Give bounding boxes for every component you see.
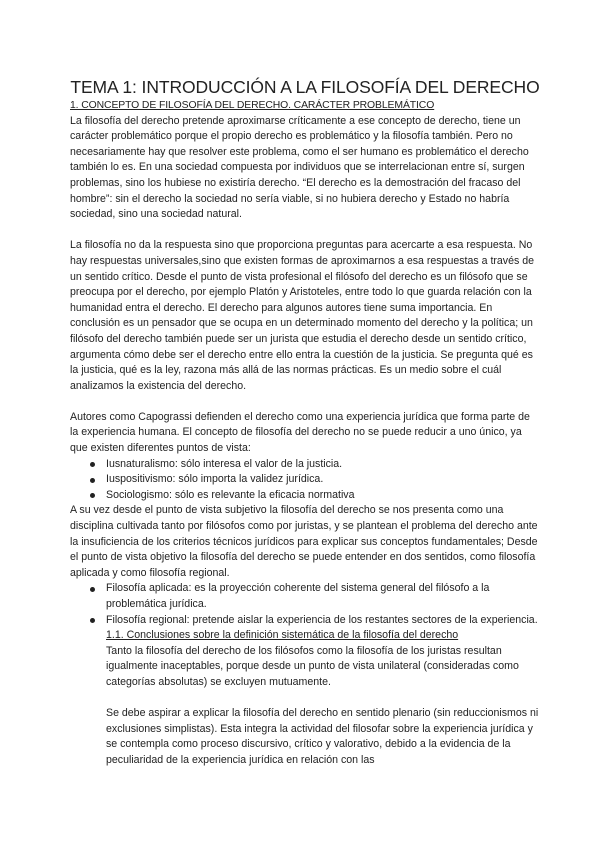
paragraph: A su vez desde el punto de vista subjetivo la filosofía del derecho se nos presenta como una disciplina cultivada tanto por filósofos como por juristas, y se plantean el problema del derecho ante la insuficiencia de los criterios técnicos jurídicos para explicar sus conceptos fundamentales; Desde el punto de vista objetivo la filosofía del derecho se puede entender en dos sentidos, como filosofía aplicada y como filosofía regional. [70, 504, 538, 579]
list-item: Sociologismo: sólo es relevante la eficacia normativa [70, 488, 540, 504]
paragraph-gap [106, 691, 540, 707]
subsection-heading: 1.1. Conclusiones sobre la definición sistemática de la filosofía del derecho [106, 629, 459, 642]
page-title: TEMA 1: INTRODUCCIÓN A LA FILOSOFÍA DEL DERECHO [70, 77, 540, 97]
section-heading: 1. CONCEPTO DE FILOSOFÍA DEL DERECHO. CARÁCTER PROBLEMÁTICO [70, 100, 435, 111]
paragraph: La filosofía no da la respuesta sino que proporciona preguntas para acercarte a esa respuesta. No hay respuestas universales,sino que existen formas de aproximarnos a esa respuestas a través de un sentido crítico. Desde el punto de vista profesional el filósofo del derecho es un filósofo que se preocupa por el derecho, por ejemplo Platón y Aristoteles, entre todo lo que guarda relación con la humanidad entra el derecho. El derecho para algunos autores tiene suma importancia. En conclusión es un pensador que se ocupa en un determinado momento del derecho y la política; un filósofo del derecho también puede ser un jurista que estudia el derecho desde un sentido crítico, argumenta cómo debe ser el derecho entre ello entra la cuestión de la justicia. Se pregunta qué es la justicia, qué es la ley, razona más allá de las normas prácticas. Es un medio sobre el cuál analizamos la existencia del derecho. [70, 239, 535, 392]
bullet-list [70, 457, 540, 504]
list-item: Iuspositivismo: sólo importa la validez jurídica. [70, 472, 540, 488]
paragraph-gap [70, 394, 540, 410]
subsection [70, 628, 540, 768]
paragraph: Se debe aspirar a explicar la filosofía del derecho en sentido plenario (sin reduccionismos ni exclusiones simplistas). Esta integra la actividad del filosofar sobre la experiencia jurídica y se contempla como proceso discursivo, crítico y valorativo, debido a la evidencia de la peculiaridad de la experiencia jurídica en relación con las [106, 707, 539, 766]
list-item: Iusnaturalismo: sólo interesa el valor de la justicia. [70, 457, 540, 473]
paragraph: La filosofía del derecho pretende aproximarse críticamente a ese concepto de derecho, tiene un carácter problemático porque el propio derecho es problemático y la filosofía también. Pero no necesariamente hay que resolver este problema, como el ser humano es problemático el derecho también lo es. En una sociedad compuesta por individuos que se interrelacionan entre sí, surgen problemas, sino los hubiese no existiría derecho. “El derecho es la demostración del fracaso del hombre”: sin el derecho la sociedad no sería viable, si no hubiera derecho y Estado no habría sociedad, sino una sociedad natural. [70, 114, 529, 221]
paragraph-gap [70, 223, 540, 239]
list-item: Filosofía regional: pretende aislar la experiencia de los restantes sectores de la experiencia. [70, 613, 540, 629]
list-item: Filosofía aplicada: es la proyección coherente del sistema general del filósofo a la problemática jurídica. [70, 581, 540, 612]
paragraph: Tanto la filosofía del derecho de los filósofos como la filosofía de los juristas resultan igualmente inaceptables, porque desde un punto de vista unilateral (consideradas como categorías absolutas) se excluyen mutuamente. [106, 644, 519, 688]
bullet-list [70, 581, 540, 628]
paragraph: Autores como Capograssi defienden el derecho como una experiencia jurídica que forma parte de la experiencia humana. El concepto de filosofía del derecho no se puede reducir a uno único, ya que existen diferentes puntos de vista: [70, 410, 530, 455]
